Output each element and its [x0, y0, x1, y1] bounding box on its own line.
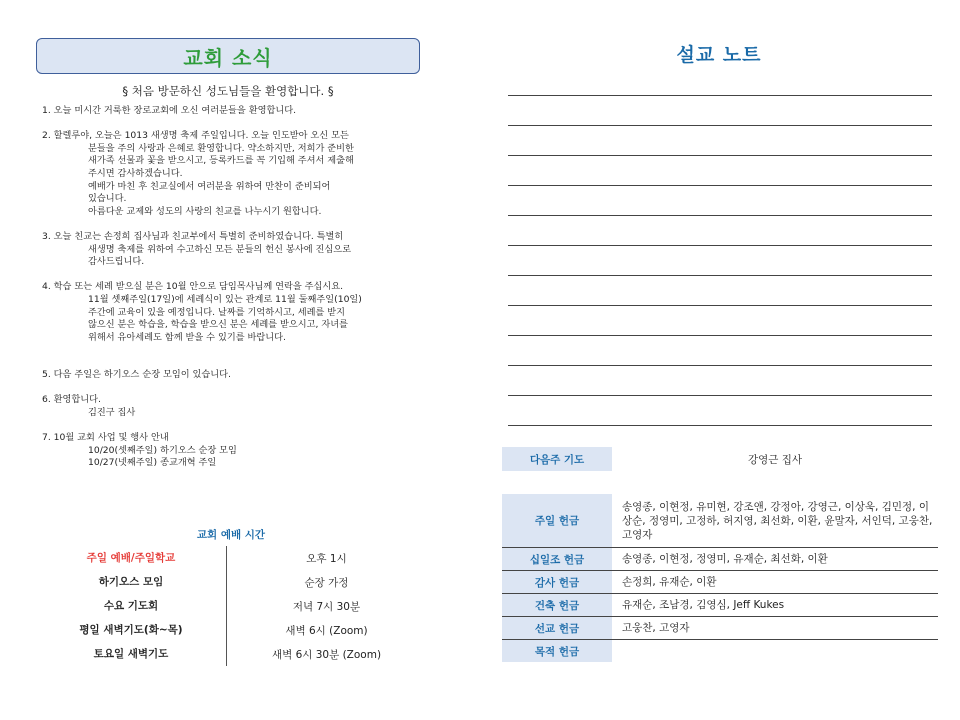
- note-line: [508, 305, 932, 335]
- notice-line: 10/20(셋째주일) 하기오스 순장 모임: [88, 444, 237, 456]
- note-line: [508, 215, 932, 245]
- note-line: [508, 95, 932, 125]
- notice-line: 감사드립니다.: [88, 256, 145, 268]
- notice-line: 새가족 선물과 꽃을 받으시고, 등록카드를 꼭 기입해 주셔서 제출해: [88, 155, 354, 167]
- offering-label: 십일조 헌금: [502, 548, 612, 570]
- notice-line: 예배가 마친 후 친교실에서 여러분을 위하여 만찬이 준비되어: [88, 180, 331, 192]
- schedule-row: [36, 546, 426, 570]
- offering-label: 감사 헌금: [502, 571, 612, 593]
- note-line: [508, 155, 932, 185]
- note-line: [508, 185, 932, 215]
- offering-row: [502, 594, 938, 617]
- offering-label: 선교 헌금: [502, 617, 612, 639]
- notice-item: [42, 432, 422, 470]
- offering-row: [502, 640, 938, 662]
- notice-item: [42, 130, 422, 218]
- note-line: [508, 365, 932, 395]
- note-line: [508, 425, 932, 426]
- schedule-time: 저녁 7시 30분: [292, 600, 361, 613]
- offerings-table: [502, 494, 938, 662]
- offering-names: [612, 640, 938, 662]
- notice-item: [42, 369, 422, 382]
- schedule-name: 토요일 새벽기도: [36, 642, 227, 666]
- notice-line: 7. 10월 교회 사업 및 행사 안내: [42, 432, 169, 444]
- schedule-name: 주일 예배/주일학교: [36, 546, 227, 570]
- schedule-time: 새벽 6시 (Zoom): [285, 624, 368, 637]
- schedule-row: [36, 594, 426, 618]
- notice-item: [42, 105, 422, 118]
- notice-line: 김진구 집사: [88, 407, 136, 419]
- notice-line: 있습니다.: [88, 193, 127, 205]
- offering-label: 건축 헌금: [502, 594, 612, 616]
- notice-line: 11월 셋째주일(17일)에 세례식이 있는 관계로 11월 둘째주일(10일): [88, 293, 362, 305]
- offering-row: [502, 617, 938, 640]
- next-week-prayer-row: [502, 447, 938, 471]
- notice-line: 새생명 축제를 위하여 수고하신 모든 분들의 헌신 봉사에 진심으로: [88, 243, 351, 255]
- note-line: [508, 395, 932, 425]
- offering-label: 목적 헌금: [502, 640, 612, 662]
- notice-item: [42, 281, 422, 344]
- offering-row: [502, 494, 938, 548]
- schedule-time: 오후 1시: [306, 552, 347, 565]
- note-line: [508, 245, 932, 275]
- notice-item: [42, 394, 422, 419]
- sermon-notes-section: [506, 40, 932, 67]
- note-line: [508, 275, 932, 305]
- sermon-notes-title: 설교 노트: [676, 44, 762, 66]
- schedule-row: [36, 642, 426, 666]
- schedule-name: 수요 기도회: [36, 594, 227, 618]
- notice-line: 6. 환영합니다.: [42, 394, 101, 406]
- church-news-title: 교회 소식: [183, 45, 273, 70]
- church-news-title-box: [36, 38, 420, 74]
- notice-list: [42, 105, 422, 470]
- schedule-row: [36, 570, 426, 594]
- offering-names: 유재순, 조남경, 김영심, Jeff Kukes: [622, 599, 785, 611]
- notice-line: 주간에 교육이 있을 예정입니다. 날짜를 기억하시고, 세례를 받지: [88, 306, 346, 318]
- notice-line: 2. 할렐루야, 오늘은 1013 새생명 축제 주일입니다. 오늘 인도받아 오신 모든: [42, 130, 349, 142]
- offering-names: 고웅찬, 고영자: [622, 622, 690, 634]
- sermon-note-lines: [508, 95, 932, 426]
- worship-schedule-title: 교회 예배 시간: [196, 529, 266, 541]
- offering-label: 주일 헌금: [502, 494, 612, 547]
- offering-row: [502, 548, 938, 571]
- notice-line: 위해서 유아세례도 함께 받을 수 있기를 바랍니다.: [88, 331, 286, 343]
- notice-line: 분들을 주의 사랑과 은혜로 환영합니다. 약소하지만, 저희가 준비한: [88, 142, 354, 154]
- offering-row: [502, 571, 938, 594]
- schedule-time: 순장 가정: [304, 576, 349, 589]
- offering-names: 송영종, 이현정, 유미현, 강조앤, 강정아, 강영근, 이상욱, 김민정, 이상순, 정영미, 고정하, 허지영, 최선화, 이환, 윤말자, 서인덕, 고웅찬, 고영자: [622, 500, 933, 541]
- welcome-message: § 처음 방문하신 성도님들을 환영합니다. §: [122, 84, 334, 98]
- schedule-name: 하기오스 모임: [36, 570, 227, 594]
- notice-line: 않으신 분은 학습을, 학습을 받으신 분은 세례를 받으시고, 자녀를: [88, 319, 348, 331]
- notice-item: [42, 231, 422, 269]
- worship-schedule-table: [36, 546, 426, 666]
- church-news-section: [36, 38, 426, 483]
- notice-line: 10/27(넷째주일) 종교개혁 주일: [88, 457, 217, 469]
- notice-line: 아름다운 교제와 성도의 사랑의 친교를 나누시기 원합니다.: [88, 205, 322, 217]
- notice-line: 1. 오늘 미시간 거룩한 장로교회에 오신 여러분들을 환영합니다.: [42, 105, 297, 116]
- notice-line: 주시면 감사하겠습니다.: [88, 167, 183, 179]
- notice-line: 4. 학습 또는 세례 받으실 분은 10월 안으로 담임목사님께 연락을 주십시요.: [42, 281, 344, 293]
- schedule-name: 평일 새벽기도(화~목): [36, 618, 227, 642]
- notice-line: 3. 오늘 친교는 손정희 집사님과 친교부에서 특별히 준비하였습니다. 특별히: [42, 230, 344, 242]
- prayer-label: 다음주 기도: [502, 447, 612, 471]
- note-line: [508, 335, 932, 365]
- offering-names: 손정희, 유재순, 이환: [622, 576, 717, 588]
- schedule-row: [36, 618, 426, 642]
- offering-names: 송영종, 이현정, 정영미, 유재순, 최선화, 이환: [622, 553, 828, 565]
- schedule-time: 새벽 6시 30분 (Zoom): [271, 648, 382, 661]
- prayer-value: 강영근 집사: [747, 453, 803, 466]
- note-line: [508, 125, 932, 155]
- notice-line: 5. 다음 주일은 하기오스 순장 모임이 있습니다.: [42, 369, 231, 381]
